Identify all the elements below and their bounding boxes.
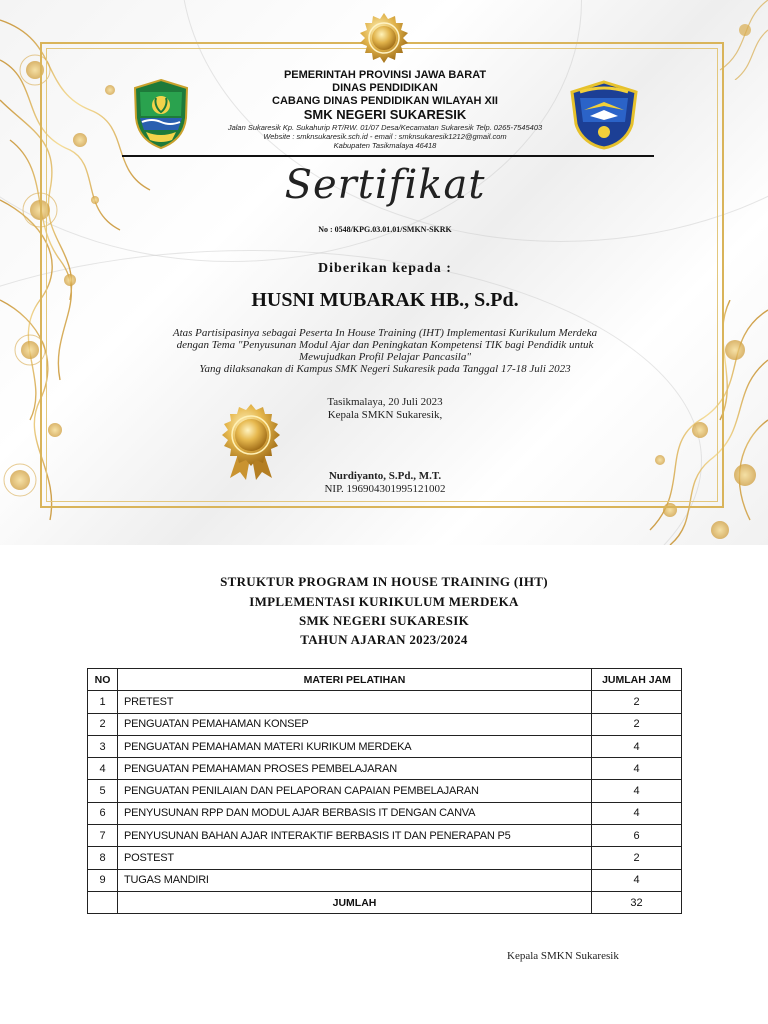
row-materi: PRETEST [118,691,592,713]
structure-title: STRUKTUR PROGRAM IN HOUSE TRAINING (IHT) [220,574,548,589]
row-materi: PENYUSUNAN BAHAN AJAR INTERAKTIF BERBASIS IT DAN PENERAPAN P5 [118,825,592,847]
table-row [88,802,682,824]
row-jam: 6 [592,825,682,847]
total-label: JUMLAH [118,891,592,913]
table-body [88,691,682,914]
table-row [88,825,682,847]
table-row [88,869,682,891]
header-branch: CABANG DINAS PENDIDIKAN WILAYAH XII [272,95,498,107]
row-no: 7 [88,825,118,847]
structure-subtitle: IMPLEMENTASI KURIKULUM MERDEKA [249,594,519,609]
school-logo-icon [570,80,638,150]
header-materi: MATERI PELATIHAN [118,669,592,691]
header-regency: Kabupaten Tasikmalaya 46418 [333,141,437,150]
signer-title: Kepala SMKN Sukaresik, [327,409,443,421]
row-no: 2 [88,713,118,735]
row-no: 3 [88,735,118,757]
gold-medallion-icon [358,12,410,64]
certificate-number: No : 0548/KPG.03.01.01/SMKN-SKRK [318,225,452,234]
row-materi: PENGUATAN PEMAHAMAN PROSES PEMBELAJARAN [118,758,592,780]
place-date: Tasikmalaya, 20 Juli 2023 [327,396,443,408]
header-department: DINAS PENDIDIKAN [332,82,438,94]
row-materi: POSTEST [118,847,592,869]
row-no: 5 [88,780,118,802]
west-java-emblem-icon [132,78,190,150]
description-line: Yang dilaksanakan di Kampus SMK Negeri Sukaresik pada Tanggal 17-18 Juli 2023 [199,363,571,375]
row-materi: PENGUATAN PEMAHAMAN KONSEP [118,713,592,735]
row-no: 4 [88,758,118,780]
description-line: Atas Partisipasinya sebagai Peserta In House Training (IHT) Implementasi Kurikulum Merdeka [172,327,598,339]
header-divider [122,155,654,157]
row-jam: 2 [592,847,682,869]
row-jam: 4 [592,802,682,824]
total-value: 32 [592,891,682,913]
row-jam: 4 [592,780,682,802]
structure-school: SMK NEGERI SUKARESIK [299,613,469,628]
header-jam: JUMLAH JAM [592,669,682,691]
training-structure-table [87,668,682,914]
row-no: 9 [88,869,118,891]
table-row [88,735,682,757]
total-no-cell [88,891,118,913]
table-header-row [88,669,682,691]
row-jam: 4 [592,869,682,891]
certificate-title: Sertifikat [284,162,486,208]
gold-seal-icon [216,402,286,480]
table-row [88,758,682,780]
row-jam: 4 [592,735,682,757]
structure-year: TAHUN AJARAN 2023/2024 [300,632,468,647]
signer-nip: NIP. 196904301995121002 [324,483,446,495]
table-row [88,847,682,869]
given-to-label: Diberikan kepada : [318,261,452,276]
table-row [88,713,682,735]
row-jam: 2 [592,713,682,735]
row-no: 6 [88,802,118,824]
row-no: 1 [88,691,118,713]
row-jam: 2 [592,691,682,713]
row-jam: 4 [592,758,682,780]
footer-signer: Kepala SMKN Sukaresik [507,950,619,962]
row-materi: PENYUSUNAN RPP DAN MODUL AJAR BERBASIS IT DENGAN CANVA [118,802,592,824]
table-row [88,691,682,713]
header-province: PEMERINTAH PROVINSI JAWA BARAT [283,69,487,81]
header-school-name: SMK NEGERI SUKARESIK [303,107,467,122]
table-total-row [88,891,682,913]
signer-name: Nurdiyanto, S.Pd., M.T. [328,470,442,482]
row-materi: PENGUATAN PEMAHAMAN MATERI KURIKUM MERDEKA [118,735,592,757]
header-website: Website : smknsukaresik.sch.id - email : smknsukaresik1212@gmail.com [263,132,507,141]
description-line: dengan Tema "Penyusunan Modul Ajar dan Peningkatan Kompetensi TIK bagi Pendidik untuk [176,339,594,351]
recipient-name: HUSNI MUBARAK HB., S.Pd. [251,289,519,311]
table-row [88,780,682,802]
row-materi: PENGUATAN PENILAIAN DAN PELAPORAN CAPAIAN PEMBELAJARAN [118,780,592,802]
header-no: NO [88,669,118,691]
description-line: Mewujudkan Profil Pelajar Pancasila" [299,351,471,363]
row-no: 8 [88,847,118,869]
row-materi: TUGAS MANDIRI [118,869,592,891]
header-address: Jalan Sukaresik Kp. Sukahurip RT/RW. 01/07 Desa/Kecamatan Sukaresik Telp. 0265-7545403 [227,123,543,132]
